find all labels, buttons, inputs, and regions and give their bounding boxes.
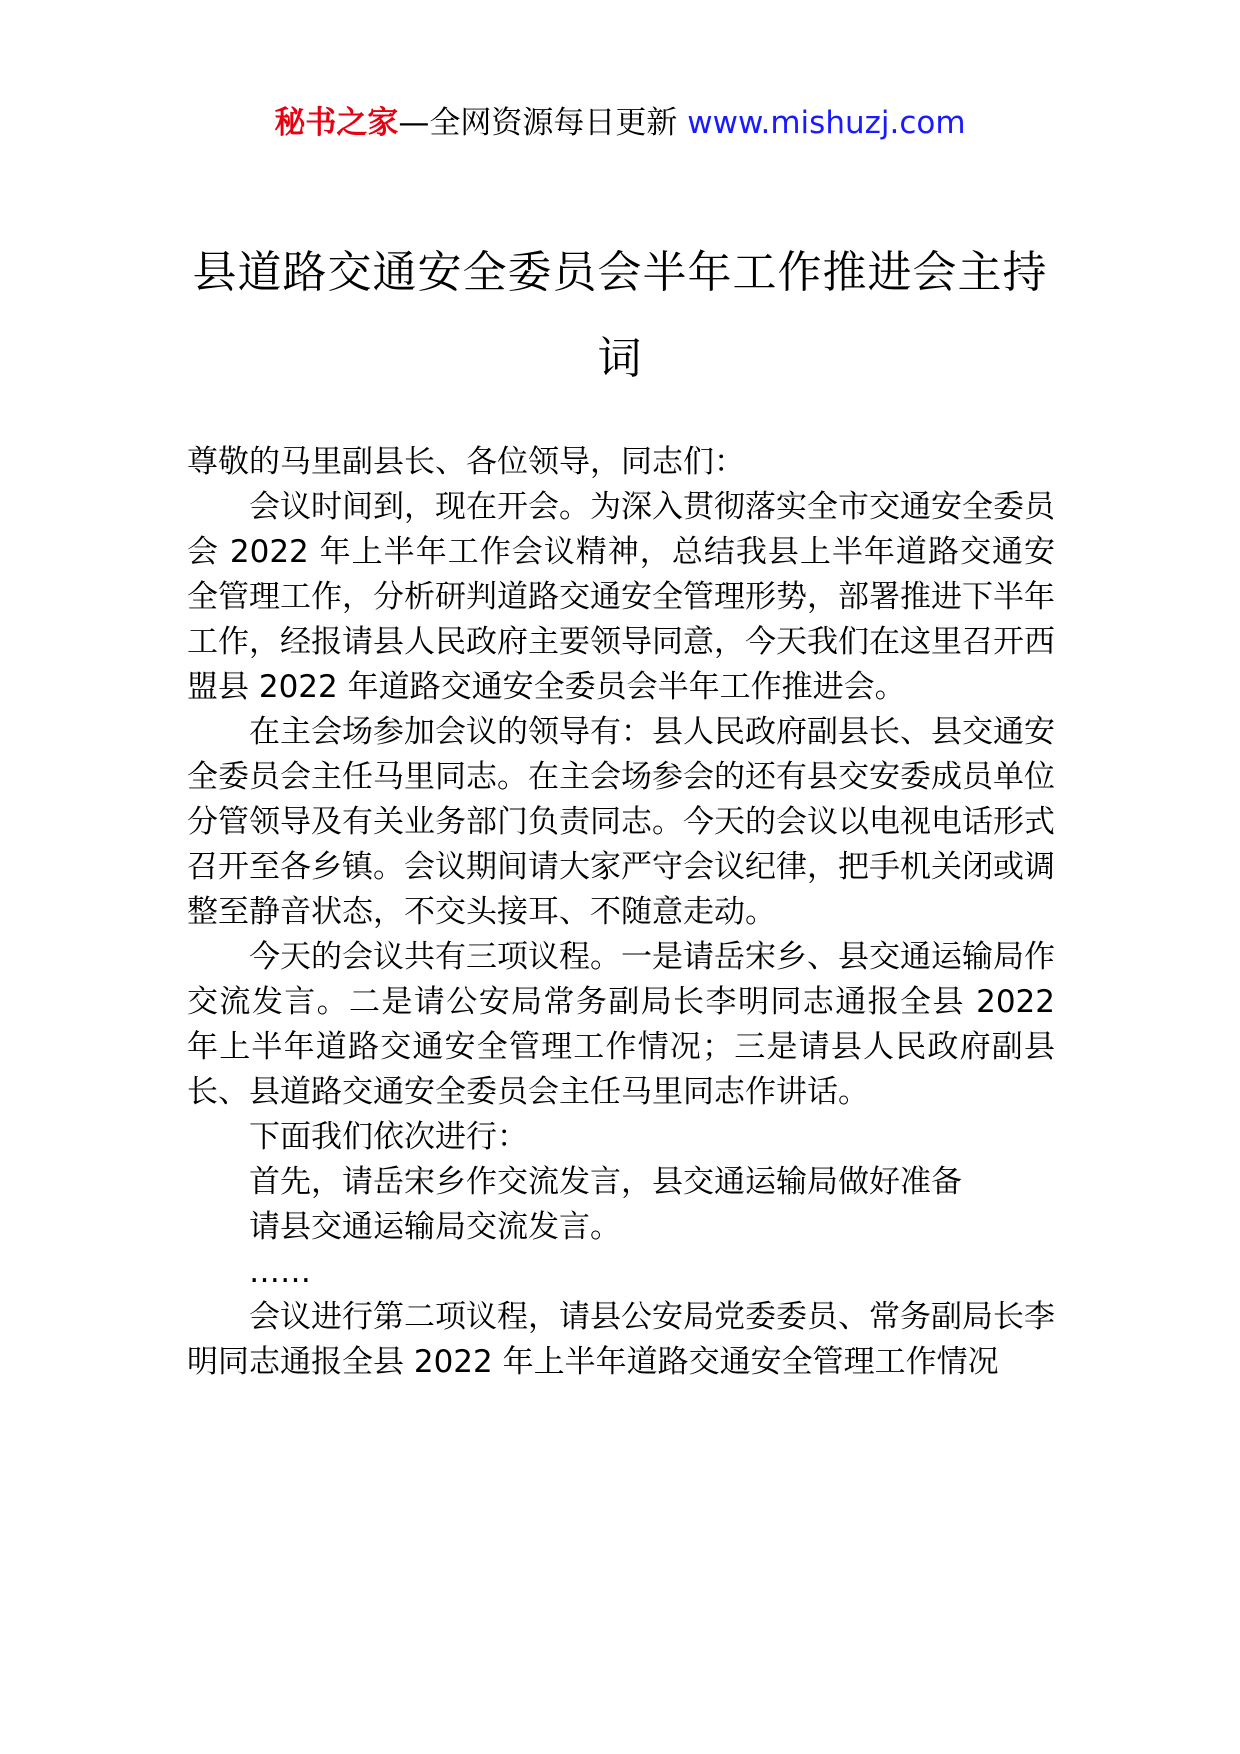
site-url-link[interactable]: www.mishuzj.com [687, 105, 966, 141]
paragraph: 在主会场参加会议的领导有：县人民政府副县长、县交通安全委员会主任马里同志。在主会场参会的还有县交安委成员单位分管领导及有关业务部门负责同志。今天的会议以电视电话形式召开至各乡镇。会议期间请大家严守会议纪律，把手机关闭或调整至静音状态，不交头接耳、不随意走动。 [187, 714, 1055, 930]
site-brand: 秘书之家 [274, 105, 399, 141]
paragraph: 会议进行第二项议程，请县公安局党委委员、常务副局长李明同志通报全县 2022 年上半年道路交通安全管理工作情况 [187, 1299, 1055, 1380]
paragraph: 下面我们依次进行： [249, 1119, 528, 1155]
paragraph: 今天的会议共有三项议程。一是请岳宋乡、县交通运输局作交流发言。二是请公安局常务副局长李明同志通报全县 2022 年上半年道路交通安全管理工作情况；三是请县人民政府副县长、县道路交通安全委员会主任马里同志作讲话。 [187, 939, 1055, 1110]
paragraph: 请县交通运输局交流发言。 [249, 1209, 621, 1245]
site-slogan: —全网资源每日更新 [398, 105, 678, 141]
paragraph: 首先，请岳宋乡作交流发言，县交通运输局做好准备 [249, 1164, 962, 1200]
salutation: 尊敬的马里副县长、各位领导，同志们： [187, 444, 745, 480]
paragraph: 会议时间到，现在开会。为深入贯彻落实全市交通安全委员会 2022 年上半年工作会议精神，总结我县上半年道路交通安全管理工作，分析研判道路交通安全管理形势，部署推进下半年工作，经报请县人民政府主要领导同意，今天我们在这里召开西盟县 2022 年道路交通安全委员会半年工作推进会。 [187, 489, 1055, 705]
document-title: 县道路交通安全委员会半年工作推进会主持词 [192, 247, 1048, 384]
document-body [187, 440, 1055, 1385]
paragraph: …… [249, 1254, 311, 1290]
site-header [0, 98, 1240, 148]
